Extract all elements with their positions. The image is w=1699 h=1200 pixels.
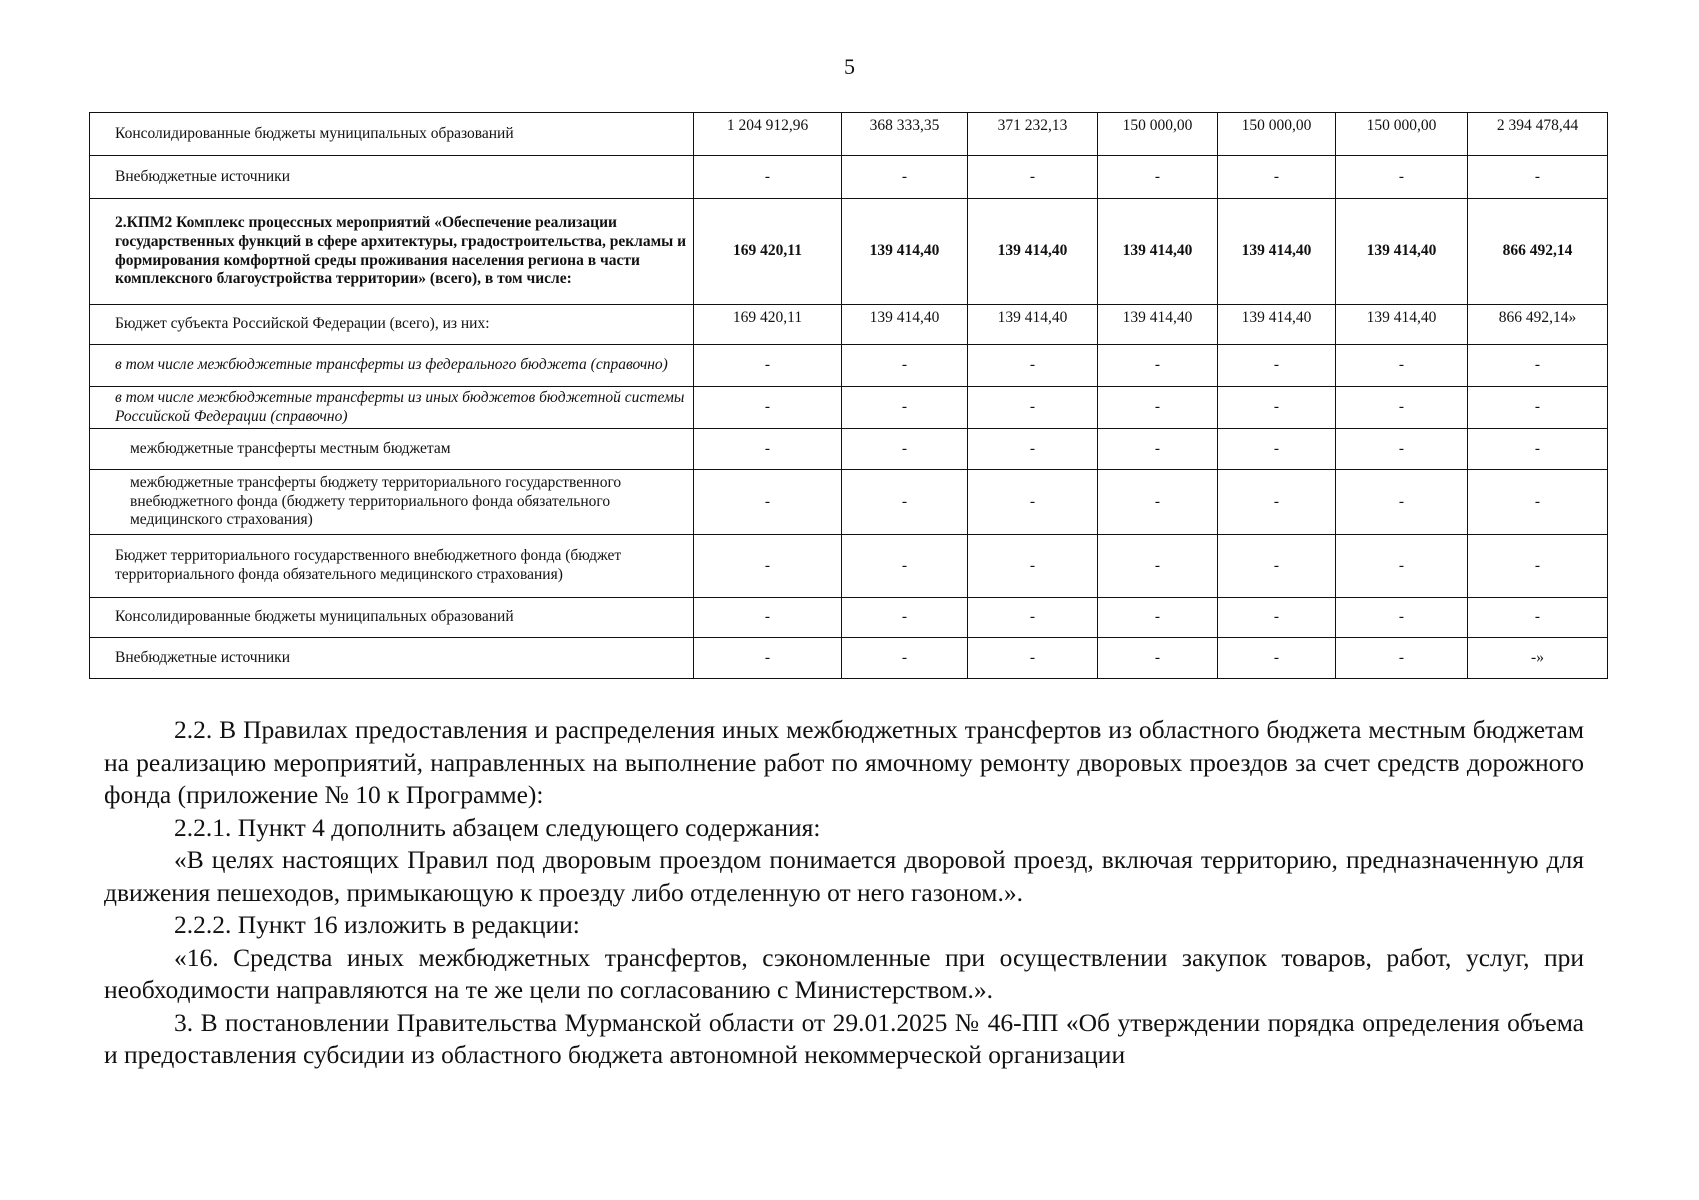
cell-value: - xyxy=(842,598,968,638)
cell-value: - xyxy=(968,429,1098,470)
cell-value: 139 414,40 xyxy=(968,305,1098,345)
table-row xyxy=(90,429,1608,470)
cell-value: 139 414,40 xyxy=(842,199,968,305)
cell-value: - xyxy=(1468,156,1608,199)
page-number: 5 xyxy=(844,54,855,79)
row-label: в том числе межбюджетные трансферты из федерального бюджета (справочно) xyxy=(90,345,694,387)
cell-value: - xyxy=(1218,638,1336,679)
budget-table xyxy=(89,112,1608,679)
cell-value: 2 394 478,44 xyxy=(1468,113,1608,156)
cell-value: - xyxy=(694,638,842,679)
cell-value: 139 414,40 xyxy=(1098,199,1218,305)
cell-value: 1 204 912,96 xyxy=(694,113,842,156)
table-row xyxy=(90,156,1608,199)
cell-value: 150 000,00 xyxy=(1336,113,1468,156)
cell-value: - xyxy=(1098,638,1218,679)
cell-value: - xyxy=(1218,535,1336,598)
cell-value: - xyxy=(1098,598,1218,638)
cell-value: - xyxy=(842,470,968,535)
table-row xyxy=(90,387,1608,429)
cell-value: - xyxy=(842,387,968,429)
cell-value: 139 414,40 xyxy=(842,305,968,345)
cell-value: - xyxy=(1336,387,1468,429)
cell-value: - xyxy=(1468,470,1608,535)
cell-value: - xyxy=(1218,345,1336,387)
cell-value: - xyxy=(694,470,842,535)
cell-value: - xyxy=(1218,429,1336,470)
table-row xyxy=(90,113,1608,156)
table-row xyxy=(90,598,1608,638)
paragraph: «В целях настоящих Правил под дворовым проездом понимается дворовой проезд, включая территорию, предназначенную для движения пешеходов, примыкающую к проезду либо отделенную от него газоном.». xyxy=(104,845,1584,907)
cell-value: - xyxy=(1336,470,1468,535)
cell-value: 866 492,14» xyxy=(1468,305,1608,345)
cell-value: - xyxy=(1218,598,1336,638)
cell-value: - xyxy=(1468,429,1608,470)
cell-value: - xyxy=(968,598,1098,638)
cell-value: - xyxy=(968,156,1098,199)
cell-value: - xyxy=(1098,387,1218,429)
table-row xyxy=(90,638,1608,679)
cell-value: - xyxy=(1336,156,1468,199)
table-row xyxy=(90,305,1608,345)
cell-value: - xyxy=(1468,387,1608,429)
cell-value: 368 333,35 xyxy=(842,113,968,156)
cell-value: 139 414,40 xyxy=(1336,305,1468,345)
row-label: Бюджет территориального государственного внебюджетного фонда (бюджет территориального фонда обязательного медицинского страхования) xyxy=(90,535,694,598)
table-row xyxy=(90,535,1608,598)
cell-value: - xyxy=(968,638,1098,679)
cell-value: - xyxy=(1336,598,1468,638)
cell-value: 139 414,40 xyxy=(1098,305,1218,345)
cell-value: - xyxy=(1098,535,1218,598)
cell-value: - xyxy=(1336,638,1468,679)
row-label: 2.КПМ2 Комплекс процессных мероприятий «Обеспечение реализации государственных функций в сфере архитектуры, градостроительства, рекламы и формирования комфортной среды проживания населения региона в части комплексного благоустройства территории» (всего), в том числе: xyxy=(90,199,694,305)
cell-value: - xyxy=(1098,345,1218,387)
table-row xyxy=(90,470,1608,535)
cell-value: - xyxy=(694,429,842,470)
cell-value: 169 420,11 xyxy=(694,199,842,305)
cell-value: 150 000,00 xyxy=(1098,113,1218,156)
row-label: Внебюджетные источники xyxy=(90,156,694,199)
cell-value: 371 232,13 xyxy=(968,113,1098,156)
cell-value: - xyxy=(1468,535,1608,598)
cell-value: - xyxy=(1218,470,1336,535)
row-label: Бюджет субъекта Российской Федерации (всего), из них: xyxy=(90,305,694,345)
cell-value: - xyxy=(1336,535,1468,598)
cell-value: - xyxy=(842,535,968,598)
cell-value: - xyxy=(694,345,842,387)
cell-value: - xyxy=(842,345,968,387)
cell-value: - xyxy=(1218,387,1336,429)
paragraph: «16. Средства иных межбюджетных трансфертов, сэкономленные при осуществлении закупок товаров, работ, услуг, при необходимости направляются на те же цели по согласованию с Министерством.». xyxy=(104,942,1584,1004)
cell-value: - xyxy=(842,429,968,470)
paragraph: 2.2. В Правилах предоставления и распределения иных межбюджетных трансфертов из областного бюджета местным бюджетам на реализацию мероприятий, направленных на выполнение работ по ямочному ремонту дворовых проездов за счет средств дорожного фонда (приложение № 10 к Программе): xyxy=(104,715,1584,809)
cell-value: - xyxy=(968,470,1098,535)
cell-value: 139 414,40 xyxy=(1218,305,1336,345)
body-text xyxy=(104,714,1584,1072)
row-label: в том числе межбюджетные трансферты из иных бюджетов бюджетной системы Российской Федерации (справочно) xyxy=(90,387,694,429)
cell-value: 169 420,11 xyxy=(694,305,842,345)
cell-value: 866 492,14 xyxy=(1468,199,1608,305)
cell-value: - xyxy=(1098,156,1218,199)
cell-value: - xyxy=(694,535,842,598)
cell-value: - xyxy=(1098,429,1218,470)
cell-value: 139 414,40 xyxy=(1336,199,1468,305)
cell-value: 150 000,00 xyxy=(1218,113,1336,156)
cell-value: - xyxy=(1468,598,1608,638)
paragraph: 2.2.2. Пункт 16 изложить в редакции: xyxy=(174,910,580,939)
cell-value: - xyxy=(694,598,842,638)
cell-value: - xyxy=(1336,429,1468,470)
cell-value: - xyxy=(1336,345,1468,387)
cell-value: - xyxy=(968,535,1098,598)
row-label: Внебюджетные источники xyxy=(90,638,694,679)
cell-value: -» xyxy=(1468,638,1608,679)
paragraph: 2.2.1. Пункт 4 дополнить абзацем следующего содержания: xyxy=(174,812,821,842)
row-label: межбюджетные трансферты бюджету территориального государственного внебюджетного фонда (бюджету территориального фонда обязательного медицинского страхования) xyxy=(90,470,694,535)
paragraph: 3. В постановлении Правительства Мурманской области от 29.01.2025 № 46-ПП «Об утверждении порядка определения объема и предоставления субсидии из областного бюджета автономной некоммерческой организации xyxy=(104,1007,1584,1069)
row-label: межбюджетные трансферты местным бюджетам xyxy=(90,429,694,470)
cell-value: - xyxy=(968,345,1098,387)
table-row xyxy=(90,345,1608,387)
cell-value: - xyxy=(1098,470,1218,535)
cell-value: - xyxy=(842,638,968,679)
cell-value: - xyxy=(968,387,1098,429)
cell-value: - xyxy=(694,387,842,429)
table-row xyxy=(90,199,1608,305)
cell-value: - xyxy=(1218,156,1336,199)
cell-value: - xyxy=(1468,345,1608,387)
cell-value: - xyxy=(842,156,968,199)
cell-value: - xyxy=(694,156,842,199)
cell-value: 139 414,40 xyxy=(968,199,1098,305)
row-label: Консолидированные бюджеты муниципальных образований xyxy=(90,113,694,156)
cell-value: 139 414,40 xyxy=(1218,199,1336,305)
row-label: Консолидированные бюджеты муниципальных образований xyxy=(90,598,694,638)
